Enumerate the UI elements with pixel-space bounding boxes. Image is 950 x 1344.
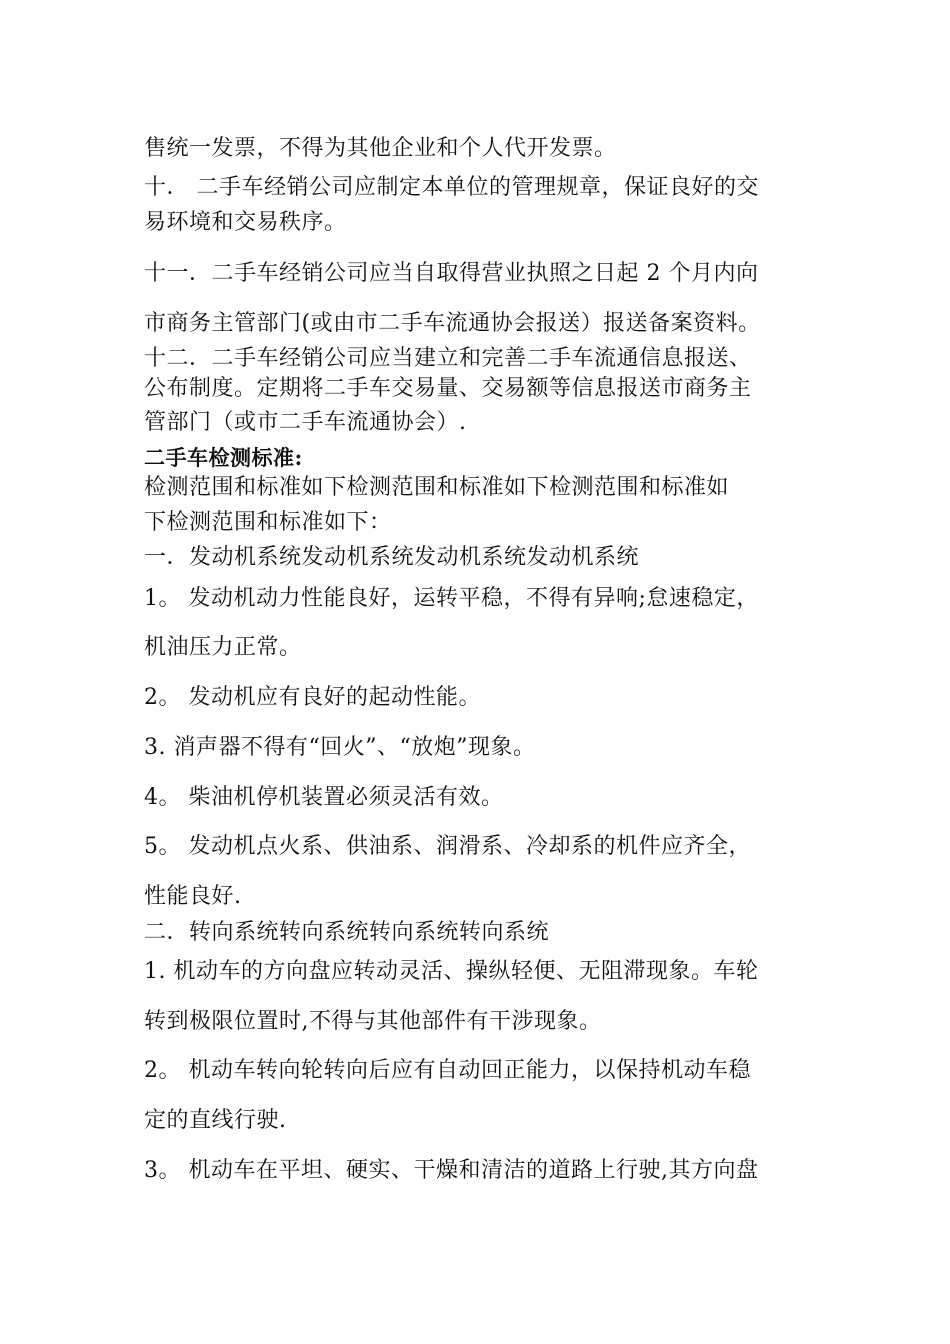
text-line-08: 管部门（或市二手车流通协会）. <box>144 410 467 435</box>
text-line-18: 5。 发动机点火系、供油系、润滑系、冷却系的机件应齐全， <box>144 834 751 859</box>
text-line-13: 1。 发动机动力性能良好，运转平稳，不得有异响;怠速稳定， <box>144 586 759 611</box>
text-line-16: 3. 消声器不得有“回火”、“放炮”现象。 <box>144 735 536 760</box>
text-line-03: 易环境和交易秩序。 <box>144 210 347 235</box>
text-line-21: 1. 机动车的方向盘应转动灵活、操纵轻便、无阻滞现象。车轮 <box>144 959 759 984</box>
text-line-12: 一．发动机系统发动机系统发动机系统发动机系统 <box>144 545 640 570</box>
text-line-02: 十． 二手车经销公司应制定本单位的管理规章，保证良好的交 <box>144 175 759 200</box>
section-heading: 二手车检测标准: <box>144 445 303 470</box>
text-line-06: 十二．二手车经销公司应当建立和完善二手车流通信息报送、 <box>144 346 752 371</box>
text-line-22: 转到极限位置时,不得与其他部件有干涉现象。 <box>144 1009 602 1034</box>
text-line-04: 十一．二手车经销公司应当自取得营业执照之日起 2 个月内向 <box>144 261 759 286</box>
text-line-24: 定的直线行驶. <box>144 1108 287 1133</box>
text-line-20: 二．转向系统转向系统转向系统转向系统 <box>144 920 550 945</box>
text-line-10: 检测范围和标准如下检测范围和标准如下检测范围和标准如 <box>144 475 730 500</box>
text-line-23: 2。 机动车转向轮转向后应有自动回正能力，以保持机动车稳 <box>144 1058 751 1083</box>
text-line-11: 下检测范围和标准如下： <box>144 510 392 535</box>
text-line-17: 4。 柴油机停机装置必须灵活有效。 <box>144 785 504 810</box>
text-line-01: 售统一发票，不得为其他企业和个人代开发票。 <box>144 136 617 161</box>
text-line-07: 公布制度。定期将二手车交易量、交易额等信息报送市商务主 <box>144 376 752 401</box>
text-line-25: 3。 机动车在平坦、硬实、干燥和清洁的道路上行驶,其方向盘 <box>144 1158 759 1183</box>
text-line-19: 性能良好. <box>144 884 242 909</box>
text-line-15: 2。 发动机应有良好的起动性能。 <box>144 685 481 710</box>
text-line-05: 市商务主管部门(或由市二手车流通协会报送）报送备案资料。 <box>144 311 761 336</box>
text-line-14: 机油压力正常。 <box>144 635 302 660</box>
